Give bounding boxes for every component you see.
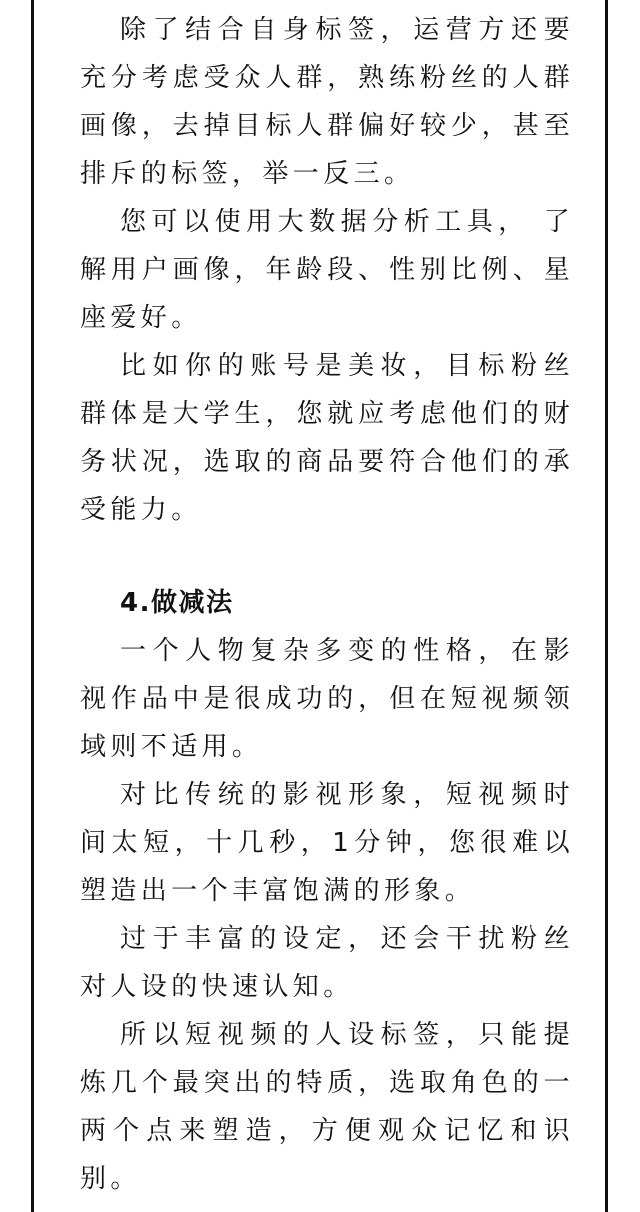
paragraph-big-data-tools: 您可以使用大数据分析工具， 了解用户画像，年龄段、性别比例、星座爱好。 [80,207,574,333]
paragraph-target-audience: 除了结合自身标签，运营方还要充分考虑受众人群，熟练粉丝的人群画像，去掉目标人群偏好较少，甚至排斥的标签，举一反三。 [80,15,574,189]
paragraph-complex-character: 一个人物复杂多变的性格，在影视作品中是很成功的，但在短视频领域则不适用。 [80,636,574,762]
paragraph-overly-rich-settings: 过于丰富的设定，还会干扰粉丝对人设的快速认知。 [80,924,574,1002]
paragraph-short-duration: 对比传统的影视形象，短视频时间太短，十几秒，1分钟，您很难以塑造出一个丰富饱满的形象。 [80,780,574,906]
section-heading: 4.做减法 [120,588,234,618]
article-body [80,6,574,1203]
paragraph-refine-tags: 所以短视频的人设标签，只能提炼几个最突出的特质，选取角色的一两个点来塑造，方便观众记忆和识别。 [80,1020,574,1194]
section-spacer [80,534,574,579]
paragraph-makeup-example: 比如你的账号是美妆，目标粉丝群体是大学生，您就应考虑他们的财务状况，选取的商品要符合他们的承受能力。 [80,351,574,525]
